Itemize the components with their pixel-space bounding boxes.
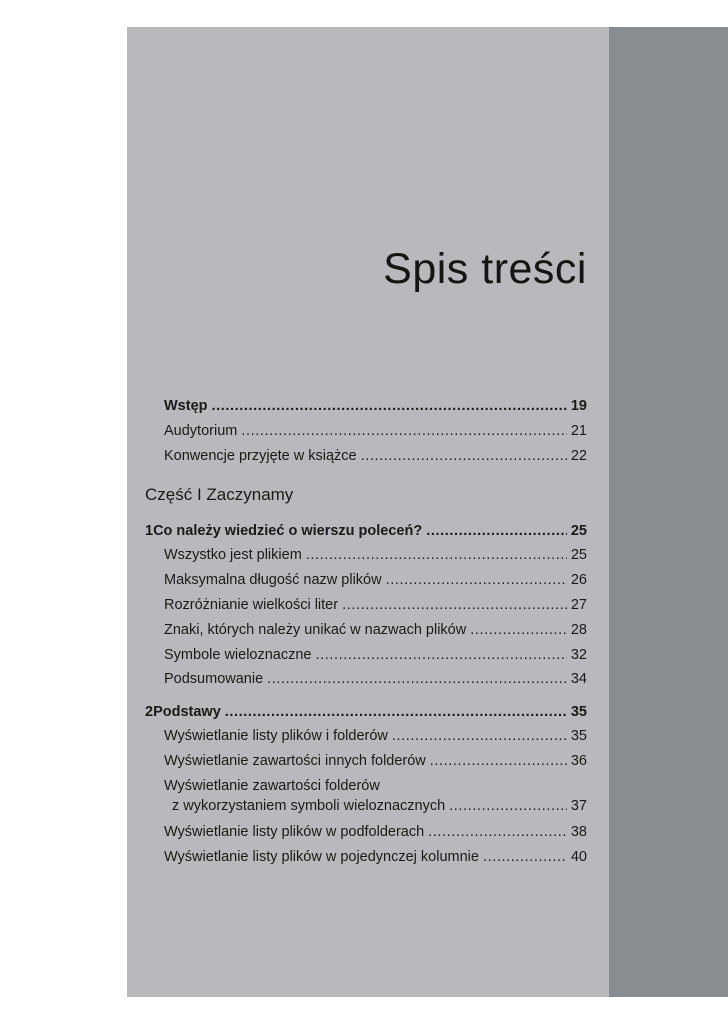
toc-entry[interactable] [164, 645, 587, 665]
dot-leader [225, 702, 567, 722]
toc-entry-label: Znaki, których należy unikać w nazwach plików [164, 622, 467, 638]
toc-entry-page: 36 [570, 753, 587, 769]
toc-entry[interactable] [164, 726, 587, 746]
toc-entry-page: 25 [570, 547, 587, 563]
toc-entry-page: 40 [570, 849, 587, 865]
toc-entry-label: Wyświetlanie listy plików i folderów [164, 728, 388, 744]
toc-entry-label: Wyświetlanie zawartości innych folderów [164, 753, 426, 769]
dot-leader [306, 545, 567, 565]
toc-entry-label: Co należy wiedzieć o wierszu poleceń? [153, 523, 423, 539]
toc-entry[interactable] [164, 822, 587, 842]
part-heading: Część I Zaczynamy [145, 485, 294, 504]
toc-entry-page: 21 [570, 423, 587, 439]
chapter-number: 1 [145, 523, 154, 539]
toc-entry-audytorium[interactable] [164, 421, 587, 441]
toc-entry-page: 19 [570, 398, 587, 414]
toc-entry[interactable] [164, 545, 587, 565]
toc-entry-page: 37 [570, 798, 587, 814]
toc-entry[interactable] [164, 669, 587, 689]
book-page [127, 27, 609, 997]
toc-entry[interactable] [164, 620, 587, 640]
toc-entry-label: Podstawy [153, 704, 221, 720]
toc-chapter-1[interactable] [145, 521, 587, 541]
toc-entry-page: 28 [570, 622, 587, 638]
toc-entry[interactable] [164, 751, 587, 771]
toc-entry-page: 35 [570, 728, 587, 744]
dot-leader [449, 796, 567, 816]
toc-entry-label: Wstęp [164, 398, 208, 414]
toc-chapter-2[interactable] [145, 702, 587, 722]
toc-entry-konwencje[interactable] [164, 446, 587, 466]
toc-entry-page: 22 [570, 448, 587, 464]
toc-entry-label: Wyświetlanie listy plików w pojedynczej kolumnie [164, 849, 479, 865]
page-title: Spis treści [383, 245, 587, 293]
dot-leader [342, 595, 567, 615]
dot-leader [241, 421, 567, 441]
toc-entry-label: z wykorzystaniem symboli wieloznacznych [172, 798, 446, 814]
toc-entry-label: Wyświetlanie listy plików w podfolderach [164, 824, 425, 840]
toc-entry-page: 34 [570, 671, 587, 687]
toc-entry-label: Konwencje przyjęte w książce [164, 448, 357, 464]
dot-leader [392, 726, 567, 746]
toc-entry-label-line1[interactable]: Wyświetlanie zawartości folderów [164, 778, 380, 794]
dot-leader [212, 396, 567, 416]
dot-leader [316, 645, 567, 665]
toc-entry-label: Wszystko jest plikiem [164, 547, 302, 563]
toc-entry-page: 32 [570, 647, 587, 663]
dot-leader [267, 669, 567, 689]
toc-entry[interactable] [164, 570, 587, 590]
dot-leader [428, 822, 567, 842]
toc-entry-label: Audytorium [164, 423, 238, 439]
toc-entry-label: Symbole wieloznaczne [164, 647, 312, 663]
chapter-number: 2 [145, 704, 154, 720]
dot-leader [470, 620, 567, 640]
dot-leader [426, 521, 567, 541]
toc-entry-page: 35 [570, 704, 587, 720]
toc-entry-page: 27 [570, 597, 587, 613]
toc-entry-wstep[interactable] [164, 396, 587, 416]
toc-entry-page: 38 [570, 824, 587, 840]
toc-entry[interactable] [172, 796, 587, 816]
toc-entry-label: Maksymalna długość nazw plików [164, 572, 382, 588]
toc-entry[interactable] [164, 595, 587, 615]
dot-leader [430, 751, 567, 771]
toc-entry-page: 25 [570, 523, 587, 539]
dot-leader [386, 570, 567, 590]
toc-entry-label: Podsumowanie [164, 671, 264, 687]
dot-leader [361, 446, 567, 466]
toc-entry[interactable] [164, 847, 587, 867]
side-color-band [609, 27, 728, 997]
dot-leader [483, 847, 567, 867]
toc-entry-page: 26 [570, 572, 587, 588]
toc-entry-label: Rozróżnianie wielkości liter [164, 597, 339, 613]
